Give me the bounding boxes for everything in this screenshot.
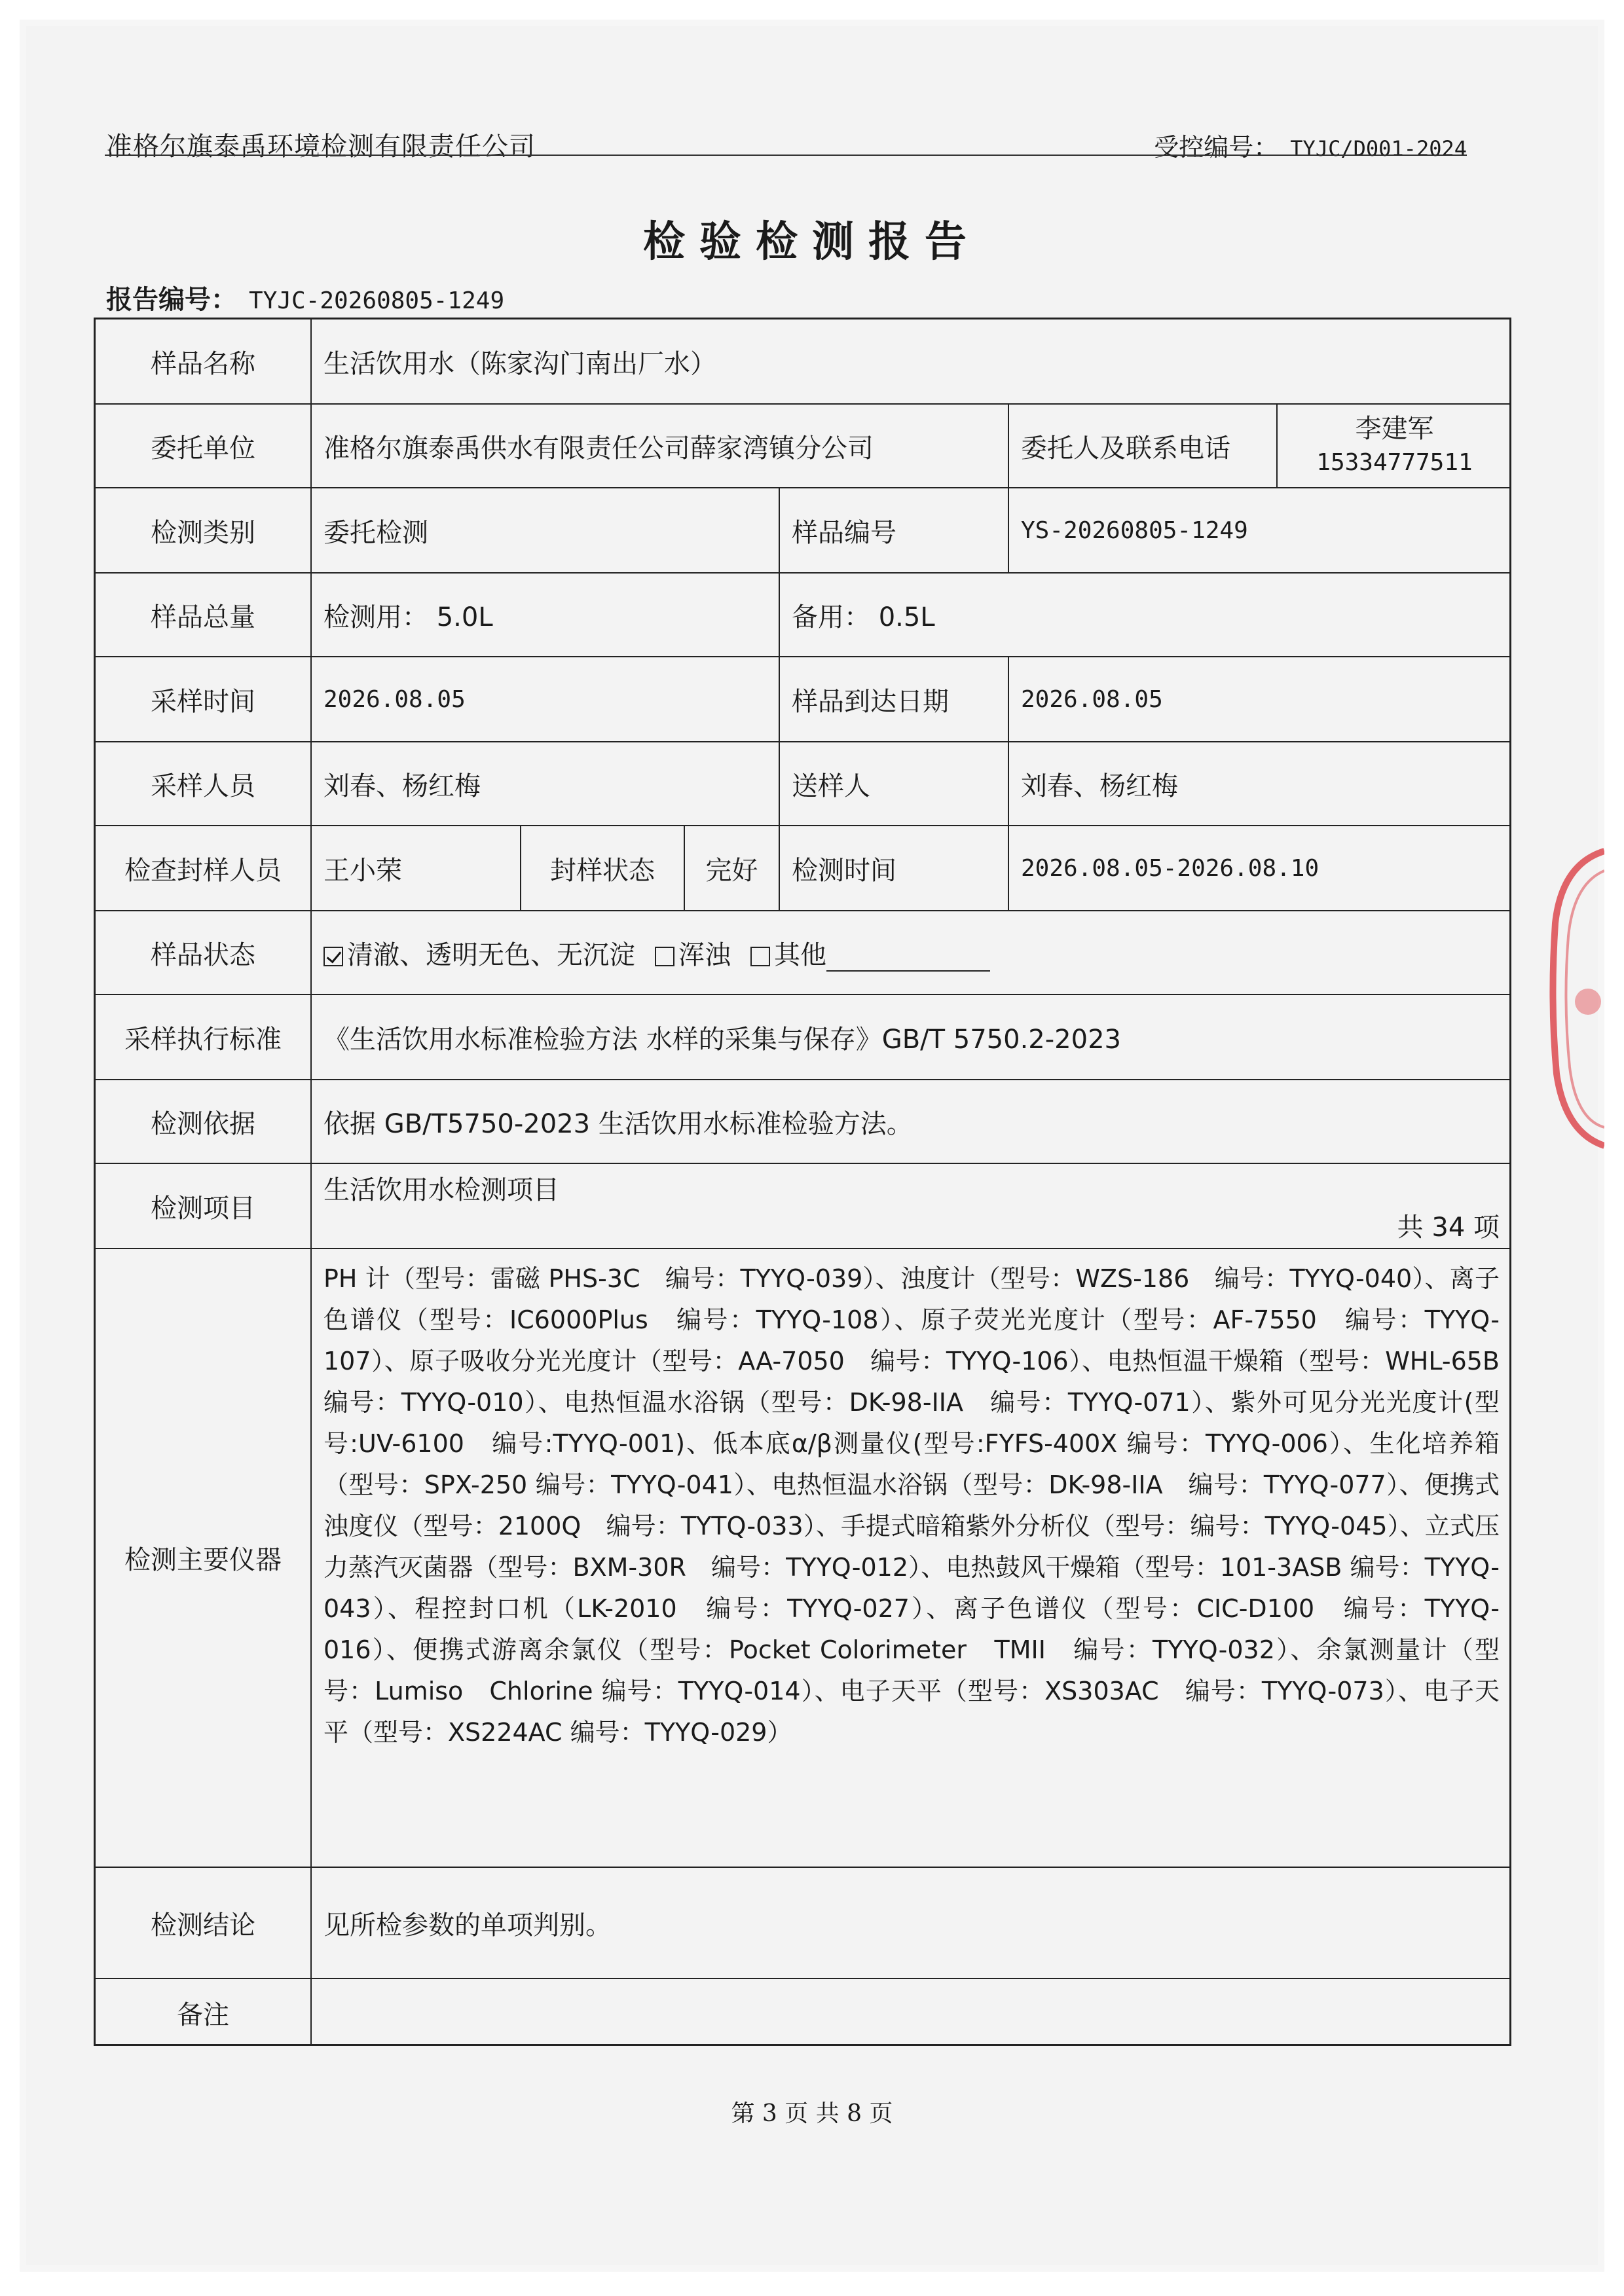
test-time-value: 2026.08.05-2026.08.10 <box>1009 826 1511 911</box>
test-type-label: 检测类别 <box>96 488 312 574</box>
checked-checkbox-icon[interactable] <box>323 947 343 966</box>
client-value: 准格尔旗泰禹供水有限责任公司薛家湾镇分公司 <box>312 405 1009 488</box>
instruments-label: 检测主要仪器 <box>96 1249 312 1868</box>
total-reserve: 备用： 0.5L <box>780 574 1511 657</box>
control-number-label: 受控编号： <box>1154 133 1279 162</box>
client-label: 委托单位 <box>96 405 312 488</box>
total-label: 样品总量 <box>96 574 312 657</box>
sender-value: 刘春、杨红梅 <box>1009 742 1511 826</box>
sampling-time-label: 采样时间 <box>96 657 312 742</box>
control-number-value: TYJC/D001-2024 <box>1290 136 1467 161</box>
sample-no-value: YS-20260805-1249 <box>1009 488 1511 574</box>
items-text: 生活饮用水检测项目 <box>323 1175 559 1205</box>
contact-value <box>1278 405 1511 488</box>
basis-label: 检测依据 <box>96 1080 312 1164</box>
contact-label: 委托人及联系电话 <box>1009 405 1278 488</box>
standard-value: 《生活饮用水标准检验方法 水样的采集与保存》GB/T 5750.2-2023 <box>312 995 1511 1080</box>
sample-no-label: 样品编号 <box>780 488 1009 574</box>
total-used: 检测用： 5.0L <box>312 574 780 657</box>
sample-name-label: 样品名称 <box>96 319 312 405</box>
remark-value <box>312 1979 1511 2046</box>
other-blank-line <box>826 945 990 972</box>
arrival-label: 样品到达日期 <box>780 657 1009 742</box>
test-time-label: 检测时间 <box>780 826 1009 911</box>
report-number-label: 报告编号： <box>106 285 237 315</box>
sampling-time-value: 2026.08.05 <box>312 657 780 742</box>
sender-label: 送样人 <box>780 742 1009 826</box>
sampler-label: 采样人员 <box>96 742 312 826</box>
report-number <box>106 279 504 316</box>
test-type-value: 委托检测 <box>312 488 780 574</box>
conclusion-value: 见所检参数的单项判别。 <box>312 1868 1511 1979</box>
standard-label: 采样执行标准 <box>96 995 312 1080</box>
items-count: 共 34 项 <box>1397 1212 1500 1243</box>
instruments-value: PH 计（型号：雷磁 PHS-3C 编号：TYYQ-039）、浊度计（型号：WZS-186 编号：TYYQ-040）、离子色谱仪（型号：IC6000Plus 编号：TYYQ-108）、原子荧光光度计（型号：AF-7550 编号：TYYQ-107）、原子吸收分光光度计（型号：AA-7050 编号：TYYQ-106）、电热恒温干燥箱（型号：WHL-65B 编号：TYYQ-010）、电热恒温水浴锅（型号：DK-98-IIA 编号：TYYQ-071）、紫外可见分光光度计(型号:UV-6100 编号:TYYQ-001)、低本底α/β测量仪(型号:FYFS-400X 编号：TYYQ-006）、生化培养箱（型号：SPX-250 编号：TYYQ-041）、电热恒温水浴锅（型号：DK-98-IIA 编号：TYYQ-077）、便携式浊度仪（型号：2100Q 编号：TYTQ-033）、手提式暗箱紫外分析仪（型号：编号：TYYQ-045）、立式压力蒸汽灭菌器（型号：BXM-30R 编号：TYYQ-012）、电热鼓风干燥箱（型号：101-3ASB 编号：TYYQ-043）、程控封口机（LK-2010 编号：TYYQ-027）、离子色谱仪（型号：CIC-D100 编号：TYYQ-016）、便携式游离余氯仪（型号：Pocket Colorimeter TMII 编号：TYYQ-032）、余氯测量计（型号：Lumiso Chlorine 编号：TYYQ-014）、电子天平（型号：XS303AC 编号：TYYQ-073）、电子天平（型号：XS224AC 编号：TYYQ-029） <box>312 1249 1511 1868</box>
report-title: 检验检测报告 <box>643 218 981 266</box>
header-divider <box>105 155 1467 156</box>
state-option-clear[interactable]: 清澈、透明无色、无沉淀 <box>323 934 635 972</box>
checkbox-icon[interactable] <box>655 947 674 966</box>
sampler-value: 刘春、杨红梅 <box>312 742 780 826</box>
arrival-value: 2026.08.05 <box>1009 657 1511 742</box>
page-number: 第 3 页 共 8 页 <box>731 2100 893 2127</box>
state-option-other[interactable]: 其他 <box>750 934 990 972</box>
state-label: 样品状态 <box>96 911 312 995</box>
report-number-value: TYJC-20260805-1249 <box>249 287 505 314</box>
items-label: 检测项目 <box>96 1164 312 1249</box>
conclusion-label: 检测结论 <box>96 1868 312 1979</box>
items-value <box>312 1164 1511 1249</box>
company-name: 准格尔旗泰禹环境检测有限责任公司 <box>106 132 536 162</box>
state-options <box>312 911 1511 995</box>
inspector-value: 王小荣 <box>312 826 521 911</box>
report-table <box>94 318 1511 2046</box>
seal-label: 封样状态 <box>521 826 685 911</box>
sample-name-value: 生活饮用水（陈家沟门南出厂水） <box>312 319 1511 405</box>
inspector-label: 检查封样人员 <box>96 826 312 911</box>
red-seal-stamp-icon <box>1549 845 1604 1152</box>
checkbox-icon[interactable] <box>750 947 770 966</box>
remark-label: 备注 <box>96 1979 312 2046</box>
seal-value: 完好 <box>685 826 780 911</box>
contact-phone: 15334777511 <box>1316 449 1473 476</box>
state-option-turbid[interactable]: 浑浊 <box>655 934 731 972</box>
control-number <box>1154 127 1467 163</box>
basis-value: 依据 GB/T5750-2023 生活饮用水标准检验方法。 <box>312 1080 1511 1164</box>
contact-name: 李建军 <box>1355 414 1434 444</box>
